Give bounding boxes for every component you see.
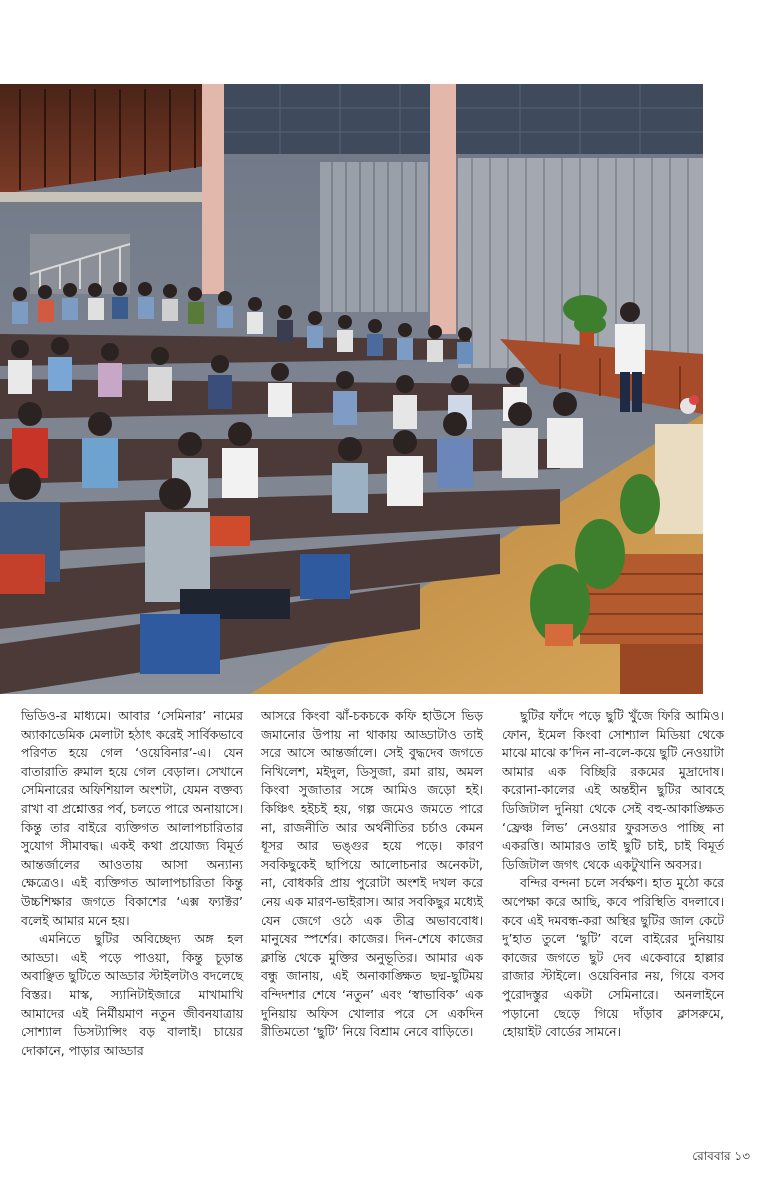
paragraph: ভিডিও-র মাধ্যমে। আবার ‘সেমিনার’ নামের অ্যাকাডেমিক মেলাটা হঠাৎ করেই সার্বিকভাবে পরিণত হয়ে গেল ‘ওয়েবিনার’-এ। যেন বাতারাতি রুমাল হয়ে গেল বেড়াল। সেখানে সেমিনারের অফিশিয়াল অংশটা, যেমন বক্তব্য রাখা বা প্রশ্নোত্তর পর্ব, চলতে পারে অনায়াসে। কিন্তু তার বাইরে ব্যক্তিগত আলাপচারিতার সুযোগ সীমাবদ্ধ। একই কথা প্রযোজ্য বিমূর্ত আন্তর্জালের আওতায় আসা অন্যান্য ক্ষেত্রেও। এই ব্যক্তিগত আলাপচারিতা কিন্তু উচ্চশিক্ষার জগতে বিকাশের ‘এক্স ফ্যাক্টর’ বলেই আমার মনে হয়। (21, 708, 243, 928)
page-folio: রোববার ১৩ (692, 1149, 750, 1163)
text-column-3 (502, 707, 724, 1042)
paragraph: ছুটির ফাঁদে পড়ে ছুটি খুঁজে ফিরি আমিও। ফোন, ইমেল কিংবা সোশ্যাল মিডিয়া থেকে মাঝে মাঝে ক’দিন না-বলে-কয়ে ছুটি নেওয়াটা আমার এক বিচ্ছিরি রকমের মুদ্রাদোষ। করোনা-কালের এই অন্তহীন ছুটির আবহে ডিজিটাল দুনিয়া থেকে সেই বহু-আকাঙ্ক্ষিত ‘ফ্রেঞ্চ লিভ’ নেওয়ার ফুরসতও পাচ্ছি না একরত্তি। আমারও তাই ছুটি চাই, চাই বিমূর্ত ডিজিটাল জগৎ থেকে একটুখানি অবসর। (502, 708, 724, 872)
seminar-photo (0, 84, 703, 694)
text-column-2 (261, 707, 483, 1042)
paragraph: বন্দির বন্দনা চলে সর্বক্ষণ। হাত মুঠো করে অপেক্ষা করে আছি, কবে পরিস্থিতি বদলাবে। কবে এই দমবন্ধ-করা অস্থির ছুটির জাল কেটে দু’হাত তুলে ‘ছুটি’ বলে বাইরের দুনিয়ায় কাজের জগতে ছুট দেব একেবারে হাল্লার রাজার স্টাইলে। ওয়েবিনার নয়, গিয়ে বসব পুরোদস্তুর একটা সেমিনারে। অনলাইনে পড়ানো ছেড়ে গিয়ে দাঁড়াব ক্লাসরুমে, হোয়াইট বোর্ডের সামনে। (502, 875, 724, 1040)
text-column-1 (21, 707, 243, 1060)
paragraph: আসরে কিংবা ঝাঁ-চকচকে কফি হাউসে ভিড় জমানোর উপায় না থাকায় আড্ডাটাও তাই সরে আসে আন্তর্জালে। সেই বুদ্ধদেব জগতে নিখিলেশ, মইদুল, ডিসুজা, রমা রায়, অমল কিংবা সুজাতার সঙ্গে আমিও জড়ো হই। কিঞ্চিৎ হইচই হয়, গল্প জমেও জমতে পারে না, রাজনীতি আর অর্থনীতির চর্চাও কেমন ধূসর আর ভঙ্গুর হয়ে পড়ে। কারণ সবকিছুকেই ছাপিয়ে আলোচনার অনেকটা, না, বোধকরি প্রায় পুরোটা অংশই দখল করে নেয় এক মারণ-ভাইরাস। আর সবকিছুর মধ্যেই যেন জেগে ওঠে এক তীব্র অভাববোধ। মানুষের স্পর্শের। কাজের। দিন-শেষে কাজের ক্লান্তি থেকে মুক্তির অনুভূতির। আমার এক বন্ধু জানায়, এই অনাকাঙ্ক্ষিত ছদ্ম-ছুটিময় বন্দিদশার শেষে ‘নতুন’ এবং ‘স্বাভাবিক’ এক দুনিয়ায় অফিস খোলার পরে সে একদিন রীতিমতো ‘ছুটি’ নিয়ে বিশ্রাম নেবে বাড়িতে। (261, 708, 483, 1040)
paragraph: এমনিতে ছুটির অবিচ্ছেদ্য অঙ্গ হল আড্ডা। এই পড়ে পাওয়া, কিন্তু চূড়ান্ত অবাঞ্ছিত ছুটিতে আড্ডার স্টাইলটাও বদলেছে বিস্তর। মাস্ক, স্যানিটাইজারে মাখামাখি আমাদের এই নির্মীয়মাণ নতুন জীবনযাত্রায় সোশ্যাল ডিসট্যান্সিং বড় বালাই। চায়ের দোকানে, পাড়ার আড্ডার (21, 931, 243, 1058)
